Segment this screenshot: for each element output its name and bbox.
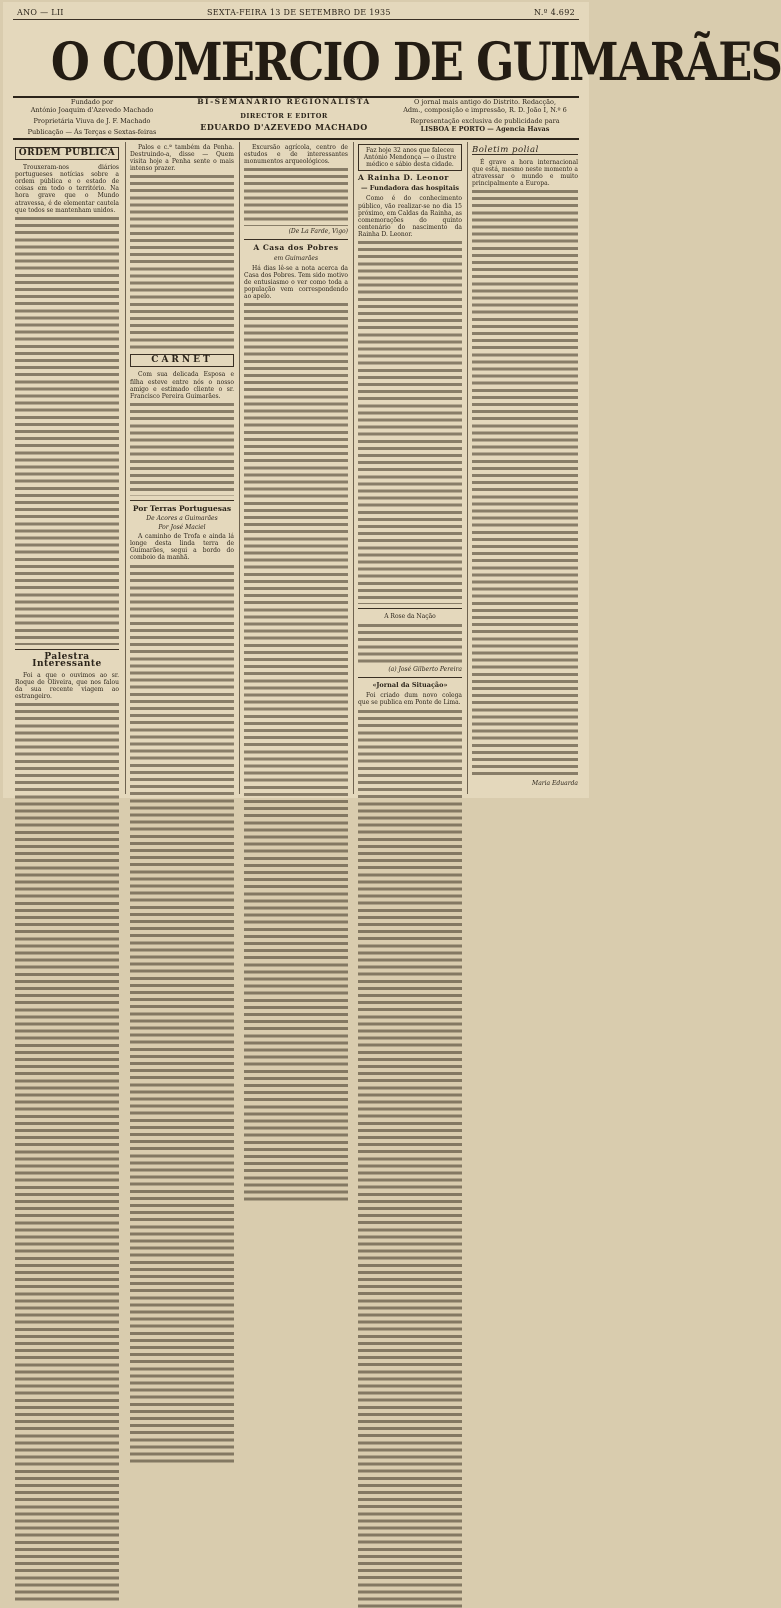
header-rule [13,138,579,140]
article-text-lines [15,215,119,645]
article-signature: (a) José Gilberto Pereira [388,666,462,674]
column-divider [353,142,354,794]
article-title-rose-nacao: A Rose da Nação [384,613,436,621]
header-office-block [391,98,579,133]
office-line-4: LISBOA E PORTO — Agencia Havas [420,125,550,133]
article-text-lines [358,622,462,664]
volume-number: ANO — LII [17,7,64,17]
office-line-2: Adm., composição e impressão, R. D. João I, N.º 6 [403,106,567,114]
column-5 [472,144,578,794]
header-director-block [185,98,383,131]
article-separator [130,500,234,501]
article-text: A caminho de Trofa e ainda lá longe desta linda terra de Guimarães, segui a bordo do comboio da manhã. [130,533,234,562]
article-text-lines [472,188,578,778]
issue-date: SEXTA-FEIRA 13 DE SETEMBRO DE 1935 [206,7,391,17]
article-separator [358,677,462,678]
column-divider [125,142,126,794]
article-text-lines [358,708,462,1608]
article-title-boletim: Boletim polial [472,147,578,155]
founder-name: António Joaquim d'Azevedo Machado [30,106,154,114]
column-1 [15,144,119,794]
article-separator [358,608,462,609]
owner-line: Proprietária Viuva de J. F. Machado [33,117,151,125]
article-title-carnet: CARNET [130,354,234,367]
article-text: Há dias lê-se a nota acerca da Casa dos Pobres. Tem sido motivo de entusiasmo o ver como toda a população vem correspondendo ao apelo. [244,264,348,300]
column-3 [244,144,348,794]
article-title-jornal-situacao: «Jornal da Situação» [372,681,448,690]
article-title-palestra: Palestra Interessante [32,651,102,669]
article-title-casa-pobres: A Casa dos Pobres [253,243,339,253]
article-separator [244,239,348,240]
publication-days: Publicação — Às Terças e Sextas-feiras [27,128,157,136]
article-text-lines [244,166,348,226]
newspaper-subtitle: BI-SEMANÁRIO REGIONALISTA [197,97,371,106]
newspaper-page [3,2,781,798]
article-text-lines [130,173,234,351]
article-subtitle: De Acores a Guimarães [146,514,218,522]
header-founder-block [17,98,167,136]
article-text-lines [358,239,462,604]
column-2 [130,144,234,794]
top-rule [13,19,579,20]
article-text: Foi criado dum novo colega que se publica em Ponte de Lima. [358,692,462,707]
article-byline: Por José Maciel [158,524,206,532]
article-title-ordem-publica: ORDEM PUBLICA [15,147,119,160]
article-text: Foi a que o ouvimos ao sr. Roque de Oliveira, que nos falou da sua recente viagem ao estrangeiro. [15,671,119,701]
article-separator [15,649,119,650]
article-text: Trouxeram-nos diários portugueses notícias sobre a ordem pública e o estado de coisas em todo o território. Na hora grave que o Mundo atravessa, é de elementar cautela que todos se mantenham unidos. [15,164,119,214]
article-text-lines [130,563,234,1463]
column-divider [467,142,468,794]
column-divider [239,142,240,794]
article-text: Excursão agrícola, centro de estudos e de interessantes monumentos arqueológicos. [244,144,348,166]
article-text-lines [130,401,234,496]
article-signature: (De La Farde, Vigo) [288,228,348,236]
column-4 [358,144,462,794]
article-text: É grave a hora internacional que está, mesmo neste momento a atravessar o mundo e muito principalmente a Europa. [472,159,578,188]
office-line-1: O jornal mais antigo do Distrito. Redacção, [413,98,557,106]
masthead-title: O COMERCIO DE GUIMARÃES [50,32,781,93]
director-name: EDUARDO D'AZEVEDO MACHADO [200,122,368,132]
article-subtitle: em Guimarães [273,255,319,263]
article-title-rainha-leonor: A Rainha D. Leonor [358,173,449,183]
founder-label: Fundado por [70,98,114,106]
article-text-lines [15,701,119,1601]
article-text-lines [244,301,348,1201]
article-subtitle: — Fundadora das hospitais [360,184,459,193]
article-text: Como é do conhecimento público, vão realizar-se no dia 15 próximo, em Caldas da Rainha, as comemorações do quinto centenário do nascimento da Rainha D. Leonor. [358,195,462,238]
office-line-3: Representação exclusiva de publicidade para [410,117,560,125]
article-text: Palos e c.ª também da Penha. Destruindo-a, disse — Quem visita hoje a Penha sente o mais intenso prazer. [130,144,234,173]
director-label: DIRECTOR E EDITOR [240,112,328,120]
article-signature: Maria Eduarda [532,780,578,788]
article-title-por-terras: Por Terras Portuguesas [132,503,232,513]
top-line [17,6,575,18]
anniversary-box: Faz hoje 32 anos que faleceu António Mendonça — o ilustre médico e sábio desta cidade. [358,144,462,171]
article-text: Com sua delicada Esposa e filha esteve entre nós o nosso amigo e estimado cliente o sr. Francisco Pereira Guimarães. [130,371,234,400]
issue-number: N.º 4.692 [534,7,575,17]
